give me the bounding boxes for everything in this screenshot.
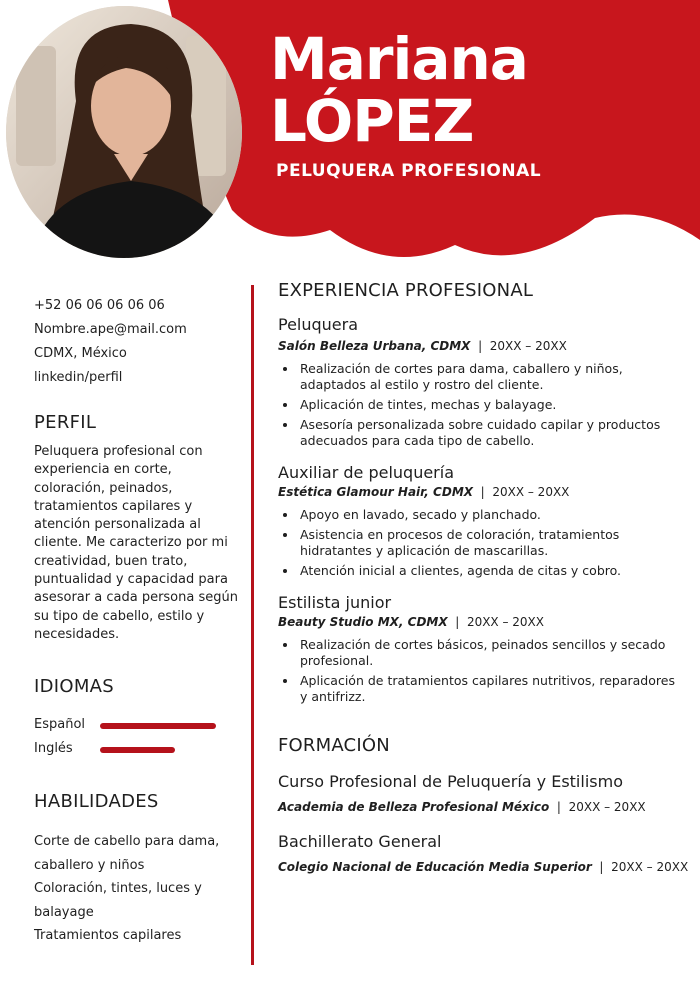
job-company-line: Salón Belleza Urbana, CDMX | 20XX – 20XX bbox=[278, 339, 567, 353]
skills-heading: HABILIDADES bbox=[34, 791, 159, 813]
job-dates: 20XX – 20XX bbox=[492, 485, 570, 499]
job-entry bbox=[278, 593, 678, 705]
language-level-bar bbox=[100, 723, 216, 729]
job-bullets bbox=[278, 637, 678, 705]
contact-phone: +52 06 06 06 06 06 bbox=[34, 298, 165, 313]
job-bullet: • Apoyo en lavado, secado y planchado. bbox=[298, 507, 678, 523]
job-title: Peluquera bbox=[278, 315, 359, 334]
job-bullet: • Realización de cortes básicos, peinados sencillos y secado profesional. bbox=[298, 637, 678, 669]
skill-item: Corte de cabello para dama, caballero y niños bbox=[34, 834, 220, 873]
education-title: Curso Profesional de Peluquería y Estilismo bbox=[278, 772, 623, 791]
job-bullet: • Asesoría personalizada sobre cuidado capilar y productos adecuados para cada tipo de cabello. bbox=[298, 417, 678, 449]
job-title: Auxiliar de peluquería bbox=[278, 463, 454, 482]
job-dates: 20XX – 20XX bbox=[489, 339, 567, 353]
job-bullet: • Aplicación de tratamientos capilares nutritivos, reparadores y antifrizz. bbox=[298, 673, 678, 705]
language-item bbox=[34, 737, 234, 761]
job-company: Salón Belleza Urbana, CDMX bbox=[278, 339, 471, 353]
education-school-line: Colegio Nacional de Educación Media Superior | 20XX – 20XX bbox=[278, 860, 689, 874]
education-school: Colegio Nacional de Educación Media Superior bbox=[278, 860, 592, 874]
education-dates: 20XX – 20XX bbox=[611, 860, 689, 874]
contact-list bbox=[34, 294, 234, 390]
job-role: PELUQUERA PROFESIONAL bbox=[276, 161, 542, 181]
education-heading: FORMACIÓN bbox=[278, 735, 390, 756]
education-entry bbox=[278, 832, 689, 874]
last-name: LÓPEZ bbox=[270, 87, 474, 155]
profile-photo bbox=[6, 6, 242, 258]
job-title: Estilista junior bbox=[278, 593, 392, 612]
education-entry bbox=[278, 772, 678, 814]
languages-heading: IDIOMAS bbox=[34, 676, 115, 698]
job-company: Estética Glamour Hair, CDMX bbox=[278, 485, 474, 499]
job-company-line: Estética Glamour Hair, CDMX | 20XX – 20XX bbox=[278, 485, 570, 499]
contact-email: Nombre.ape@mail.com bbox=[34, 322, 187, 337]
job-entry bbox=[278, 315, 678, 449]
job-bullets bbox=[278, 507, 678, 579]
profile-text: Peluquera profesional con experiencia en corte, coloración, peinados, tratamientos capilares y atención personalizada al cliente. Me caracterizo por mi creatividad, buen trato, puntualidad y capacidad para asesorar a cada persona según su tipo de cabello, estilo y necesidades. bbox=[34, 444, 238, 642]
skill-item: Tratamientos capilares bbox=[34, 928, 182, 944]
language-level-bar bbox=[100, 747, 175, 753]
education-school: Academia de Belleza Profesional México bbox=[278, 800, 550, 814]
job-bullets bbox=[278, 361, 678, 449]
job-bullet: • Asistencia en procesos de coloración, tratamientos hidratantes y aplicación de mascarillas. bbox=[298, 527, 678, 559]
column-divider bbox=[251, 285, 254, 965]
language-item bbox=[34, 713, 234, 737]
education-school-line: Academia de Belleza Profesional México | 20XX – 20XX bbox=[278, 800, 646, 814]
first-name: Mariana bbox=[270, 25, 528, 93]
skills-list bbox=[34, 830, 234, 948]
experience-heading: EXPERIENCIA PROFESIONAL bbox=[278, 280, 534, 301]
contact-linkedin: linkedin/perfil bbox=[34, 370, 123, 385]
left-column bbox=[34, 294, 238, 948]
skill-item: Coloración, tintes, luces y balayage bbox=[34, 881, 202, 920]
language-name: Español bbox=[34, 717, 86, 733]
job-bullet: • Aplicación de tintes, mechas y balayage. bbox=[298, 397, 678, 413]
job-dates: 20XX – 20XX bbox=[466, 615, 544, 629]
right-column bbox=[278, 280, 689, 874]
job-company-line: Beauty Studio MX, CDMX | 20XX – 20XX bbox=[278, 615, 544, 629]
job-bullet: • Atención inicial a clientes, agenda de citas y cobro. bbox=[298, 563, 678, 579]
contact-location: CDMX, México bbox=[34, 346, 127, 361]
education-title: Bachillerato General bbox=[278, 832, 442, 851]
languages-list bbox=[34, 713, 234, 761]
job-company: Beauty Studio MX, CDMX bbox=[278, 615, 448, 629]
job-entry bbox=[278, 463, 678, 579]
education-dates: 20XX – 20XX bbox=[568, 800, 646, 814]
profile-heading: PERFIL bbox=[34, 412, 97, 433]
job-bullet: • Realización de cortes para dama, caballero y niños, adaptados al estilo y rostro del cliente. bbox=[298, 361, 678, 393]
language-name: Inglés bbox=[34, 741, 73, 757]
